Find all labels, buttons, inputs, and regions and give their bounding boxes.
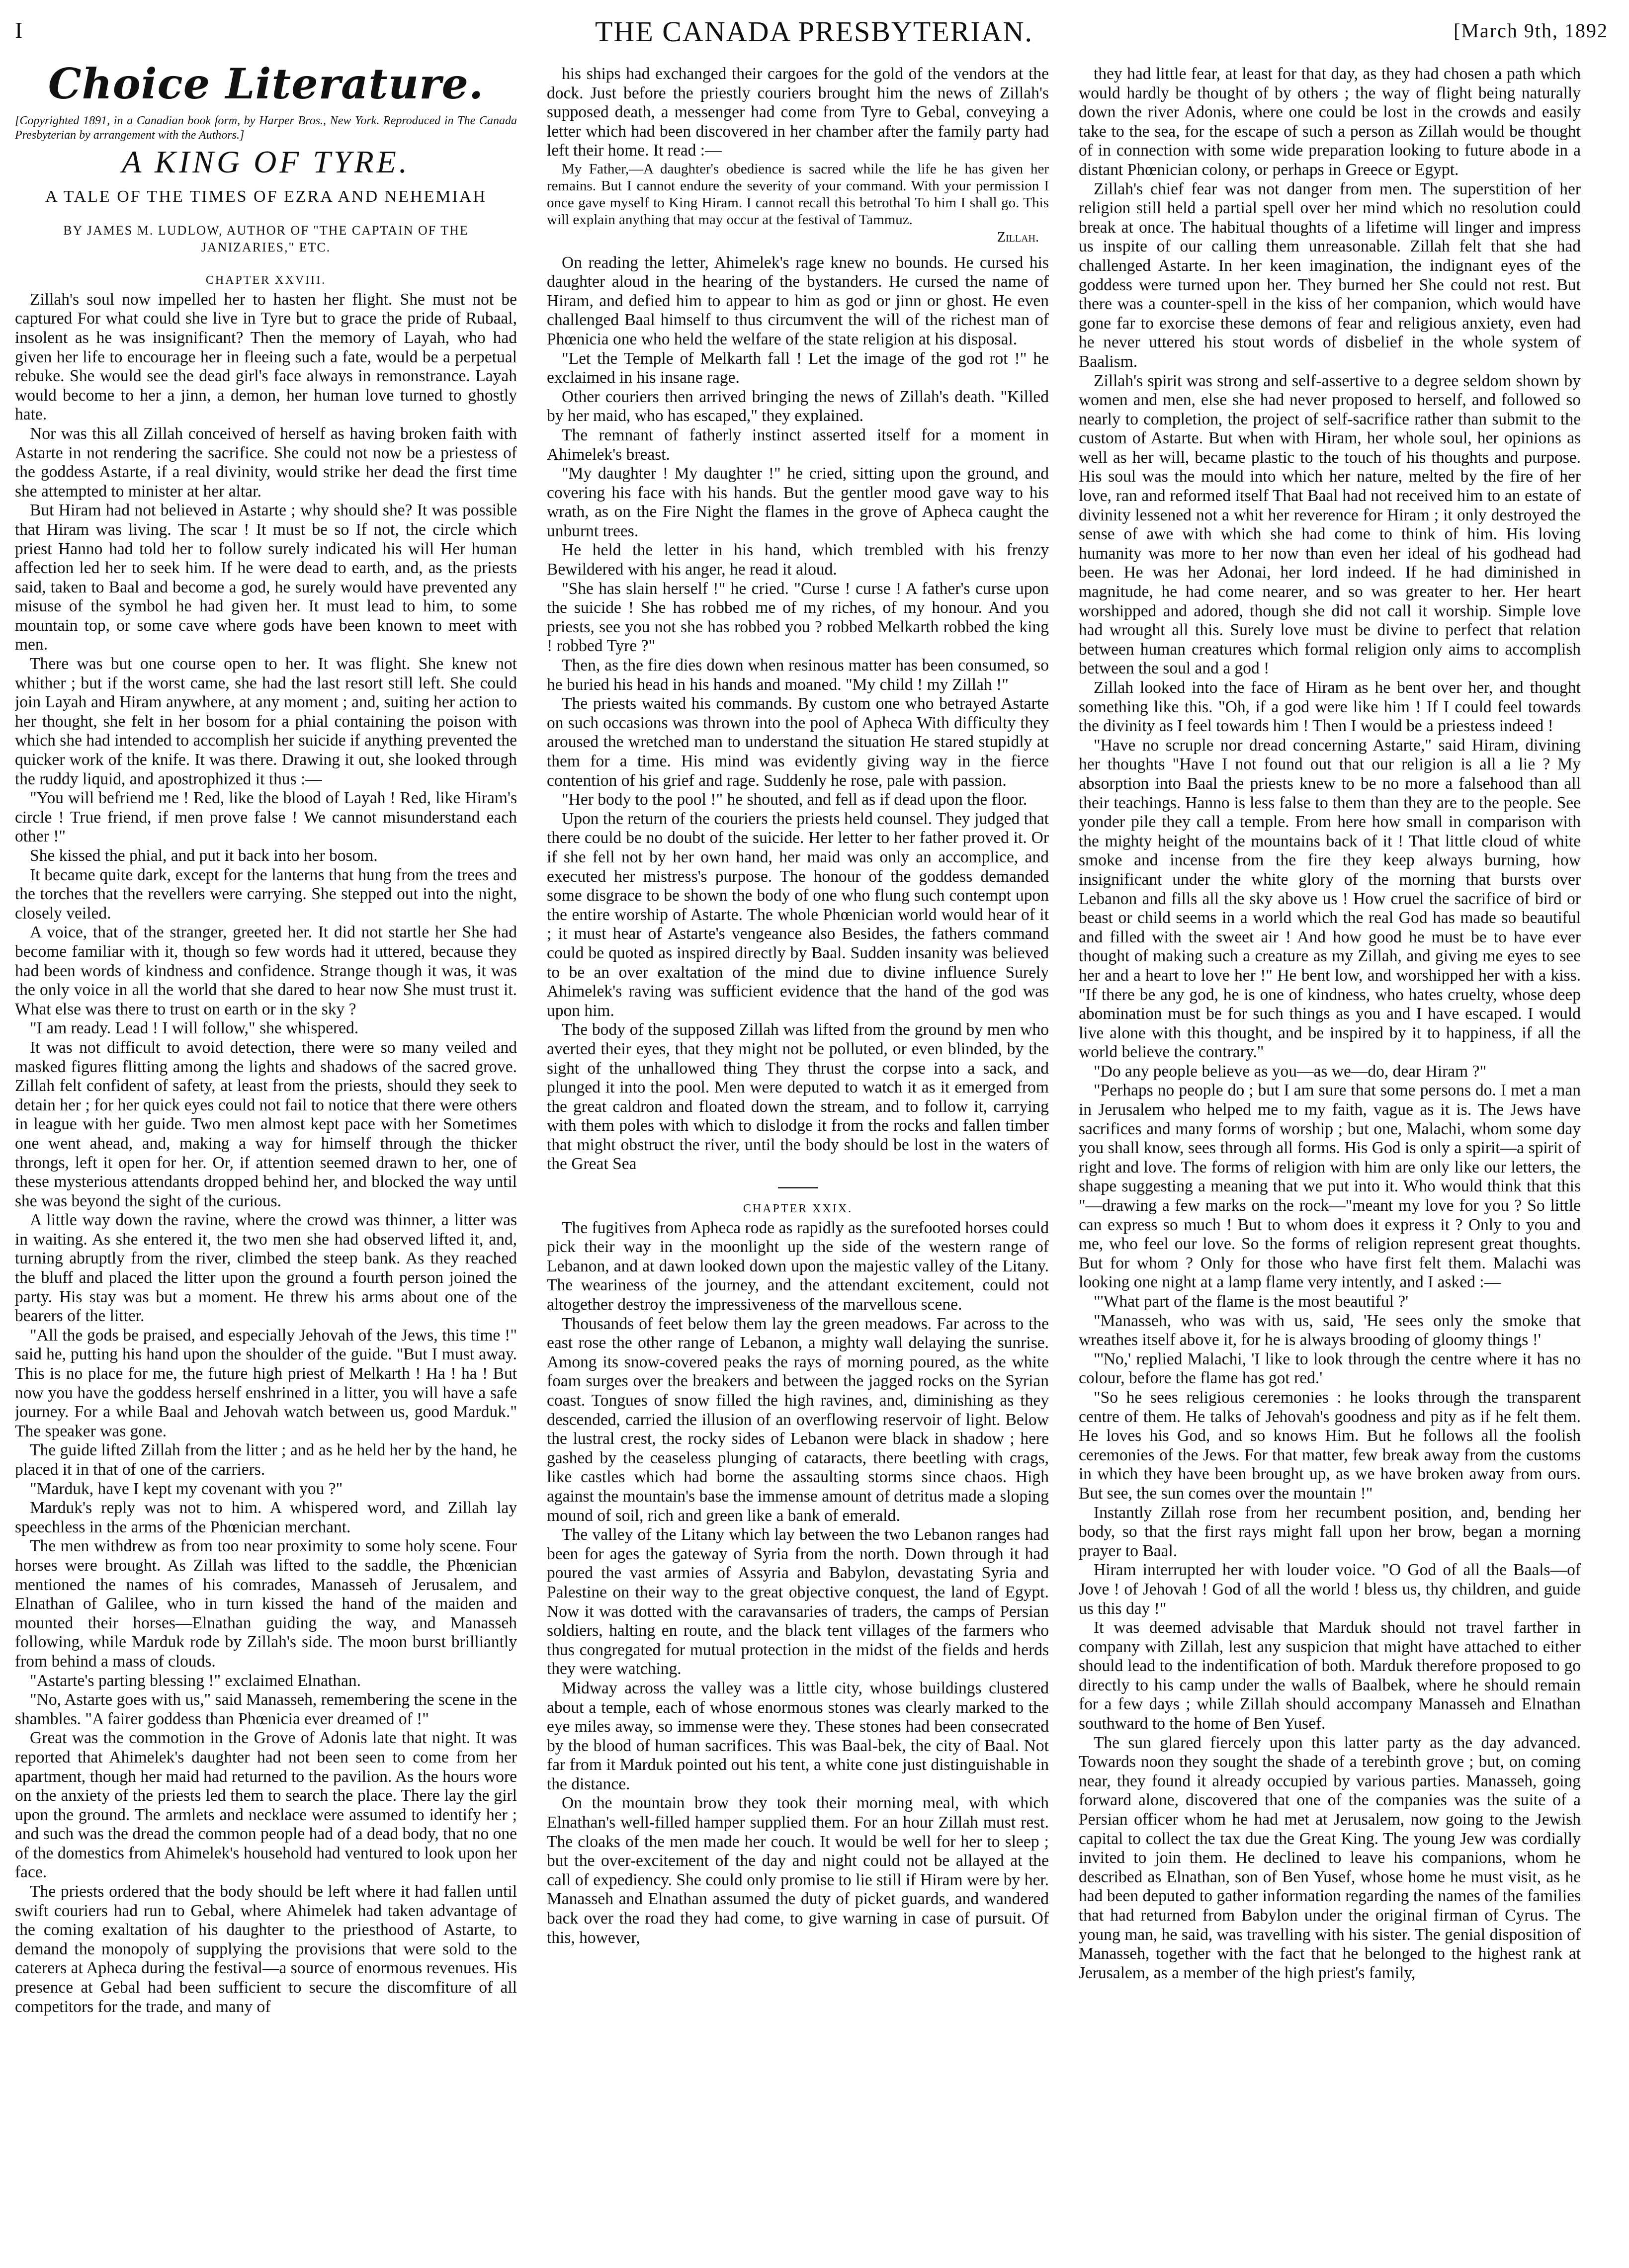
paragraph: "You will befriend me ! Red, like the blood of Layah ! Red, like Hiram's circle ! True friend, if men prove false ! We cannot misunderstand each other !" <box>15 789 517 846</box>
paragraph: "My daughter ! My daughter !" he cried, sitting upon the ground, and covering his face with his hands. But the gentler mood gave way to his wrath, as on the Fire Night the flames in the grove of Apheca caught the unburnt trees. <box>547 464 1049 540</box>
paragraph: On reading the letter, Ahimelek's rage knew no bounds. He cursed his daughter aloud in the hearing of the bystanders. He cursed the name of Hiram, and defied him to appear to him as god or jinn or ghost. He even challenged Baal himself to thus circumvent the will of the richest man of Phœnicia one who held the welfare of the state religion at his disposal. <box>547 253 1049 348</box>
newspaper-page <box>15 10 1613 2257</box>
paragraph: Zillah's spirit was strong and self-assertive to a degree seldom shown by women and men, else she had never proposed to herself, and followed so nearly to completion, the project of self-sacrifice rather than submit to the custom of Astarte. But when with Hiram, her whole soul, her opinions as well as her will, became plastic to the touch of his thoughts and purpose. His soul was the mould into which her nature, melted by the fire of her love, ran and reformed itself That Baal had not received him to an estate of divinity lessened not a whit her reverence for Hiram ; it only destroyed the sense of awe with which she had come to think of him. His loving humanity was more to her now than even her ideal of his godhead had been. He was her Adonai, her lord indeed. If he had diminished in magnitude, he had come nearer, and so was greater to her. Her heart worshipped and adored, though she did not call it worship. Simple love had wrought all this. Surely love must be divine to perfect that relation between human creatures which formal religion only aims to accomplish between the soul and a god ! <box>1079 371 1581 678</box>
paragraph: his ships had exchanged their cargoes for the gold of the vendors at the dock. Just before the priestly couriers brought him the news of Zillah's supposed death, a messenger had come from Tyre to Gebal, conveying a letter which had been discovered in her chamber after the family party had left their home. It read :— <box>547 65 1049 160</box>
column-2-body-b <box>547 253 1049 1175</box>
chapter-heading: CHAPTER XXVIII. <box>205 274 327 287</box>
paragraph: The remnant of fatherly instinct asserted itself for a moment in Ahimelek's breast. <box>547 425 1049 464</box>
paragraph: Great was the commotion in the Grove of Adonis late that night. It was reported that Ahimelek's daughter had not been seen to come from her apartment, though her maid had returned to the pavilion. As the hours wore on the anxiety of the priests led them to search the place. There lay the girl upon the ground. The armlets and necklace were assumed to identify her ; and such was the dread the common people had of a dead body, that no one of the domestics from Ahimelek's household had ventured to look upon her face. <box>15 1729 517 1882</box>
issue-date: [March 9th, 1892 <box>1454 19 1608 42</box>
letter-text <box>547 161 1049 228</box>
story-subtitle: A TALE OF THE TIMES OF EZRA AND NEHEMIAH <box>45 187 487 206</box>
paragraph: "No, Astarte goes with us," said Manasseh, remembering the scene in the shambles. "A fairer goddess than Phœnicia ever dreamed of !" <box>15 1690 517 1728</box>
paragraph: Marduk's reply was not to him. A whispered word, and Zillah lay speechless in the arms of the Phœnician merchant. <box>15 1499 517 1536</box>
paragraph: "Have no scruple nor dread concerning Astarte," said Hiram, divining her thoughts "Have I not found out that our religion is all a lie ? My absorption into Baal the priests knew to be no more a falsehood than all their teachings. Hanno is less false to them than they are to the people. See yonder pile they call a temple. From here how small in comparison with the mighty height of the mountains back of it ! That little cloud of white smoke and incense from the fire they keep always burning, how insignificant under the white glory of the morning that bursts over Lebanon and fills all the sky above us ! How cruel the sacrifice of bird or beast or child seems in a world which the real God has made so beautiful and filled with the sweet air ! And how good he must be to have ever thought of making such a creature as my Zillah, and giving me eyes to see her and a heart to love her !" He bent low, and worshipped her with a kiss. "If there be any god, he is one of kindness, who hates cruelty, whose deep abomination must be for such things as you and I have escaped. I would live alone with this thought, and be inspired by it to happiness, if all the world believe the contrary." <box>1079 736 1581 1062</box>
paragraph: "'No,' replied Malachi, 'I like to look through the centre where it has no colour, before the flame has got red.' <box>1079 1349 1581 1388</box>
column-2 <box>547 65 1049 2247</box>
paragraph: The priests ordered that the body should be left where it had fallen until swift couriers had run to Gebal, where Ahimelek had taken advantage of the coming exaltation of his daughter to the priesthood of Astarte, to demand the monopoly of supplying the provisions that were sold to the caterers at Apheca during the festival—a source of enormous revenues. His presence at Gebal had been sufficient to secure the discomfiture of all competitors for the trade, and many of <box>15 1882 517 2016</box>
paragraph: It was not difficult to avoid detection, there were so many veiled and masked figures flitting among the lights and shadows of the sacred grove. Zillah felt confident of safety, at least from the priests, should they seek to detain her ; for her quick eyes could not fail to notice that there were others in league with her guide. Two men almost kept pace with her Sometimes one went ahead, and, making a way for himself through the thicker throngs, left it open for her. Or, if attention seemed drawn to her, one of these mysterious attendants dropped behind her, and blocked the way until she was beyond the sight of the curious. <box>15 1038 517 1210</box>
section-title: Choice Literature. <box>48 65 484 108</box>
copyright-note: [Copyrighted 1891, in a Canadian book form, by Harper Bros., New York. Reproduced in The Canada Presbyterian by arrangement with the Authors.] <box>15 114 517 142</box>
paragraph: It was deemed advisable that Marduk should not travel farther in company with Zillah, lest any suspicion that might have attached to either should lead to the indentification of both. Marduk therefore proposed to go directly to his camp under the walls of Baalbek, where he should remain for a few days ; while Zillah should accompany Manasseh and Elnathan southward to the home of Ben Yusef. <box>1079 1618 1581 1733</box>
paragraph: Other couriers then arrived bringing the news of Zillah's death. "Killed by her maid, who has escaped," they explained. <box>547 387 1049 425</box>
paragraph: The men withdrew as from too near proximity to some holy scene. Four horses were brought. As Zillah was lifted to the saddle, the Phœnician mentioned the names of his comrades, Manasseh of Jerusalem, and Elnathan of Galilee, who in turn kissed the hand of the maiden and mounted their horses—Elnathan guiding the way, and Manasseh following, while Marduk rode by Zillah's side. The moon burst brilliantly from behind a mass of clouds. <box>15 1537 517 1671</box>
paragraph: "All the gods be praised, and especially Jehovah of the Jews, this time !" said he, putting his hand upon the shoulder of the guide. "But I must away. This is no place for me, the future high priest of Melkarth ! Ha ! ha ! But now you have the goddess herself enshrined in a litter, you will have a safe journey. For a while Baal and Jehovah watch between us, good Marduk." The speaker was gone. <box>15 1326 517 1440</box>
section-divider <box>778 1187 818 1188</box>
column-2-body-c <box>547 1219 1049 1948</box>
paragraph: The priests waited his commands. By custom one who betrayed Astarte on such occasions was thrown into the pool of Apheca With difficulty they aroused the wretched man to understand the situation He stared stupidly at them for a time. His mind was evidently giving way in the fierce contention of his grief and rage. Suddenly he rose, pale with passion. <box>547 694 1049 790</box>
paragraph: Then, as the fire dies down when resinous matter has been consumed, so he buried his head in his hands and moaned. "My child ! my Zillah !" <box>547 656 1049 694</box>
paragraph: The valley of the Litany which lay between the two Lebanon ranges had been for ages the gateway of Syria from the north. Down through it had poured the vast armies of Assyria and Babylon, devastating Syria and Palestine on their way to the great objective conquest, the land of Egypt. Now it was dotted with the caravansaries of traders, the camps of Persian soldiers, halting en route, and the black tent villages of the farmers who thus congregated for mutual protection in the midst of the fields and herds they were watching. <box>547 1525 1049 1679</box>
paragraph: Upon the return of the couriers the priests held counsel. They judged that there could be no doubt of the suicide. Her letter to her father proved it. Or if she fell not by her own hand, her maid was only an accomplice, and executed her mistress's purpose. The honour of the goddess demanded some disgrace to be shown the body of one who flung such contempt upon the entire worship of Astarte. The whole Phœnician world would hear of it ; it must hear of Astarte's vengeance also Besides, the fathers command could be quoted as inspired directly by Baal. Sudden insanity was believed to be an over exaltation of the mind due to divine influence Surely Ahimelek's raving was sufficient evidence that the hand of the god was upon him. <box>547 809 1049 1020</box>
paragraph: There was but one course open to her. It was flight. She knew not whither ; but if the worst came, she had the last resort still left. She could join Layah and Hiram anywhere, at any moment ; and, suiting her action to her thought, she felt in her bosom for a phial containing the poison with which she had intended to accomplish her suicide if anything prevented the quicker work of the knife. It was there. Drawing it out, she looked through the ruddy liquid, and apostrophized it thus :— <box>15 655 517 788</box>
running-header <box>15 10 1613 55</box>
paragraph: She kissed the phial, and put it back into her bosom. <box>30 846 378 865</box>
paragraph: "Her body to the pool !" he shouted, and fell as if dead upon the floor. <box>562 790 1028 809</box>
paragraph: "Marduk, have I kept my covenant with you ?" <box>30 1479 343 1498</box>
paragraph: The body of the supposed Zillah was lifted from the ground by men who averted their eyes, that they might not be polluted, or even blinded, by the sight of the unhallowed thing They thrust the corpse into a sack, and plunged it into the pool. Men were deputed to watch it as it emerged from the great caldron and floated down the stream, and to follow it, carrying with them poles with which to dislodge it from the rocks and fallen timber that might obstruct the river, until the body should be lost in the waters of the Great Sea <box>547 1020 1049 1174</box>
paragraph: Hiram interrupted her with louder voice. "O God of all the Baals—of Jove ! of Jehovah ! God of all the world ! bless us, thy children, and guide us this day !" <box>1079 1561 1581 1618</box>
paragraph: Nor was this all Zillah conceived of herself as having broken faith with Astarte in not rendering the sacrifice. She could not now be a priestess of the goddess Astarte, if a real divinity, would strike her dead the first time she attempted to minister at her altar. <box>15 424 517 501</box>
paragraph: they had little fear, at least for that day, as they had chosen a path which would hardly be thought of by others ; the way of flight being naturally down the river Adonis, where one could be lost in the crowds and easily take to the sea, for the escape of such a person as Zillah would be thought of in connection with some wide preparation looking to future abode in a distant Phœnician colony, or perhaps in Greece or Egypt. <box>1079 65 1581 179</box>
paragraph: It became quite dark, except for the lanterns that hung from the trees and the torches that the revellers were carrying. She stepped out into the night, closely veiled. <box>15 865 517 923</box>
paragraph: "So he sees religious ceremonies : he looks through the transparent centre of them. He talks of Jehovah's goodness and pity as if he felt them. He loves his God, and so knows Him. But he follows all the foolish ceremonies of the Jews. For that matter, few break away from the customs in which they have been brought up, as we have broken away from ours. But see, the sun comes over the mountain !" <box>1079 1388 1581 1503</box>
paragraph: The guide lifted Zillah from the litter ; and as he held her by the hand, he placed it in that of one of the carriers. <box>15 1441 517 1479</box>
paragraph: "Manasseh, who was with us, said, 'He sees only the smoke that wreathes itself above it, for he is always brooding of gloomy things !' <box>1079 1311 1581 1349</box>
publication-title: THE CANADA PRESBYTERIAN. <box>595 15 1033 48</box>
paragraph: "'What part of the flame is the most beautiful ?' <box>1094 1292 1409 1311</box>
paragraph: Zillah's soul now impelled her to hasten her flight. She must not be captured For what could she live in Tyre but to grace the pride of Rubaal, insolent as he was insignificant? Then the memory of Layah, who had given her life to encourage her in fleeing such a fate, would be a perpetual rebuke. She would see the dead girl's face always in remonstrance. Layah would become to her a jinn, a demon, her human love turned to ghostly hate. <box>15 290 517 424</box>
paragraph: Instantly Zillah rose from her recumbent position, and, bending her body, so that the first rays might fall upon her brow, began a morning prayer to Baal. <box>1079 1503 1581 1560</box>
paragraph: Midway across the valley was a little city, whose buildings clustered about a temple, each of whose enormous stones was clearly marked to the eye miles away, so immense were they. These stones had been consecrated by the blood of human sacrifices. This was Baal-bek, the city of Baal. Not far from it Marduk pointed out his tent, a white cone just distinguishable in the distance. <box>547 1679 1049 1793</box>
paragraph: "Perhaps no people do ; but I am sure that some persons do. I met a man in Jerusalem who helped me to my faith, vague as it is. The Jews have sacrifices and many forms of worship ; but one, Malachi, whom some day you shall know, sees through all forms. His God is only a spirit—a spirit of right and love. The forms of religion with him are only like our letters, the shape suggesting a meaning that we put into it. Who would think that this "—drawing a few marks on the rock—"meant my love for you ? So little can express so much ! But to whom does it express it ? Only to you and me, who feel our love. So the forms of religion represent great thoughts. But for whom ? Only for those who have first felt them. Malachi was looking one night at a lamp flame very intently, and I asked :— <box>1079 1081 1581 1292</box>
paragraph: "Do any people believe as you—as we—do, dear Hiram ?" <box>1094 1062 1487 1081</box>
page-number: I <box>15 17 24 43</box>
paragraph: On the mountain brow they took their morning meal, with which Elnathan's well-filled hamper supplied them. For an hour Zillah must rest. The cloaks of the men made her couch. It would be well for her to sleep ; but the over-excitement of the day and night could not be allayed at the call of expediency. She could only promise to lie still if Hiram were by her. Manasseh and Elnathan assumed the duty of picket guards, and wandered back over the road they had come, to give warning in case of pursuit. Of this, however, <box>547 1794 1049 1947</box>
chapter-heading-2: CHAPTER XXIX. <box>743 1202 853 1216</box>
story-byline: BY JAMES M. LUDLOW, AUTHOR OF "THE CAPTAIN OF THE JANIZARIES," ETC. <box>63 223 469 255</box>
column-1 <box>15 65 517 2247</box>
paragraph: But Hiram had not believed in Astarte ; why should she? It was possible that Hiram was living. The scar ! It must be so If not, the circle which priest Hanno had told her to follow surely indicated his will Her human affection led her to seek him. If he were dead to earth, and, as the priests said, taken to Baal and become a god, he surely would have prevented any misuse of the symbol he had given her. It must lead to him, to some mountain top, or some cave where gods have been known to meet with men. <box>15 501 517 654</box>
paragraph: A voice, that of the stranger, greeted her. It did not startle her She had become familiar with it, though so few words had it uttered, because they had been words of kindness and confidence. Strange though it was, it was the only voice in all the world that she dared to hear now She must trust it. What else was there to trust on earth or in the sky ? <box>15 923 517 1018</box>
story-title: A KING OF TYRE. <box>122 144 410 179</box>
letter-signature: Zillah. <box>997 229 1039 245</box>
column-2-body-a <box>547 65 1049 161</box>
paragraph: A little way down the ravine, where the crowd was thinner, a litter was in waiting. As she entered it, the two men she had observed lifted it, and, turning abruptly from the river, climbed the steep bank. As they reached the bluff and placed the litter upon the ground a fourth person joined the party. His stay was but a moment. He threw his arms about one of the bearers of the litter. <box>15 1211 517 1326</box>
paragraph: The fugitives from Apheca rode as rapidly as the surefooted horses could pick their way in the moonlight up the side of the western range of Lebanon, and at dawn looked down upon the majestic valley of the Litany. The weariness of the journey, and the attendant excitement, could not altogether destroy the impressiveness of the marvellous scene. <box>547 1218 1049 1314</box>
paragraph: "Astarte's parting blessing !" exclaimed Elnathan. <box>30 1671 361 1690</box>
column-3-body <box>1079 65 1581 1983</box>
column-3 <box>1079 65 1581 2247</box>
column-1-body <box>15 290 517 2016</box>
paragraph: Zillah looked into the face of Hiram as he bent over her, and thought something like this. "Oh, if a god were like him ! If I could feel towards the divinity as I feel towards him ! Then I would be a priestess indeed ! <box>1079 678 1581 736</box>
paragraph: "I am ready. Lead ! I will follow," she whispered. <box>30 1019 359 1038</box>
paragraph: He held the letter in his hand, which trembled with his frenzy Bewildered with his anger, he read it aloud. <box>547 541 1049 579</box>
paragraph: "She has slain herself !" he cried. "Curse ! curse ! A father's curse upon the suicide ! She has robbed me of my riches, of my honour. And you priests, see you not she has robbed you ? robbed Melkarth robbed the king ! robbed Tyre ?" <box>547 579 1049 656</box>
paragraph: "Let the Temple of Melkarth fall ! Let the image of the god rot !" he exclaimed in his insane rage. <box>547 349 1049 387</box>
paragraph: Zillah's chief fear was not danger from men. The superstition of her religion still held a partial spell over her mind which no resolution could break at once. The habitual thoughts of a lifetime will linger and impress us inspite of our calling them unreasonable. Zillah felt that she had challenged Astarte. In her keen imagination, the indignant eyes of the goddess were turned upon her. They burned her She could not rest. But there was a counter-spell in the kiss of her companion, which would have gone far to exorcise these demons of fear and religious anxiety, even had he never uttered his stout words of disbelief in the whole system of Baalism. <box>1079 179 1581 371</box>
paragraph: Thousands of feet below them lay the green meadows. Far across to the east rose the other range of Lebanon, a mighty wall delaying the sunrise. Among its snow-covered peaks the rays of morning poured, as the white foam surges over the breakers and between the jagged rocks on the Syrian coast. Tongues of snow filled the high ravines, and, diminishing as they descended, carried the illusion of an overflowing reservoir of light. Below the lustral crest, the rocky sides of Lebanon were black in shadow ; here gashed by the ceaseless plunging of cataracts, there beetling with crags, like castles which had borne the assaulting storms since chaos. High against the mountain's base the immense amount of detritus made a sloping mound of soil, rich and green like a bank of emerald. <box>547 1314 1049 1525</box>
paragraph: My Father,—A daughter's obedience is sacred while the life he has given her remains. But I cannot endure the severity of your command. With your permission I once gave myself to King Hiram. I cannot recall this betrothal To him I shall go. This will explain anything that may occur at the festival of Tammuz. <box>547 161 1049 228</box>
paragraph: The sun glared fiercely upon this latter party as the day advanced. Towards noon they sought the shade of a terebinth grove ; but, on coming near, they found it already occupied by various parties. Manasseh, going forward alone, discovered that one of the companies was the suite of a Persian officer whom he had met at Jerusalem, now going to the Jewish capital to collect the tax due the Great King. The young Jew was cordially invited to join them. He declined to leave his companions, whom he described as Elnathan, son of Ben Yusef, whose home he must visit, as he had been deputed to gather information regarding the names of the families that had returned from Babylon under the original firman of Cyrus. The young man, he said, was travelling with his sister. The genial disposition of Manasseh, together with the fact that he belonged to the highest rank at Jerusalem, as a member of the high priest's family, <box>1079 1733 1581 1982</box>
